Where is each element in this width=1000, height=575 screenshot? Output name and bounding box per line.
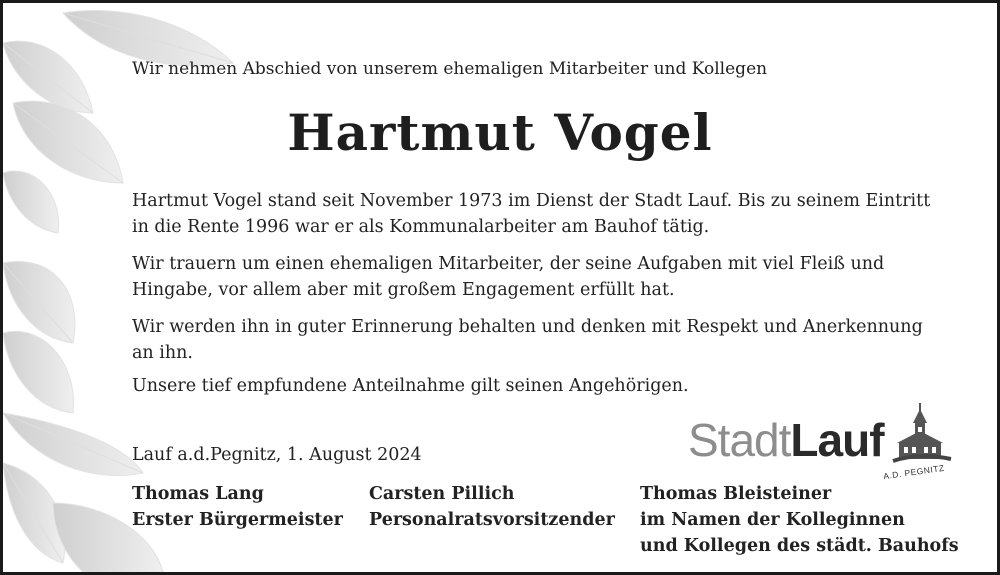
deceased-name: Hartmut Vogel (287, 103, 713, 162)
signatory-mayor (132, 481, 343, 533)
signatory-name: Thomas Bleisteiner (640, 484, 832, 504)
stadt-lauf-logo (683, 401, 958, 481)
signatory-name: Thomas Lang (132, 484, 264, 504)
signatory-title-cont: und Kollegen des städt. Bauhofs (640, 536, 959, 556)
intro-line: Wir nehmen Abschied von unserem ehemaligen Mitarbeiter und Kollegen (132, 59, 768, 79)
logo-subtitle: A.D. PEGNITZ (882, 462, 946, 482)
town-hall-icon (891, 401, 953, 471)
paragraph-remembrance: Wir werden ihn in guter Erinnerung behalten und denken mit Respekt und Anerkennung an ihn. (132, 317, 923, 363)
signatory-title: Personalratsvorsitzender (369, 510, 615, 530)
signatory-title: im Namen der Kolleginnen (640, 510, 905, 530)
signatory-name: Carsten Pillich (369, 484, 515, 504)
signatory-staff-council (369, 481, 615, 533)
paragraph-mourning: Wir trauern um einen ehemaligen Mitarbeiter, der seine Aufgaben mit viel Fleiß und Hingabe, vor allem aber mit großem Engagement erfüllt hat. (132, 254, 885, 300)
logo-wordmark: StadtLauf (688, 414, 884, 466)
place-date: Lauf a.d.Pegnitz, 1. August 2024 (132, 445, 422, 465)
paragraph-condolence: Unsere tief empfundene Anteilnahme gilt seinen Angehörigen. (132, 376, 689, 396)
signatory-title: Erster Bürgermeister (132, 510, 343, 530)
paragraph-service: Hartmut Vogel stand seit November 1973 im Dienst der Stadt Lauf. Bis zu seinem Eintritt in die Rente 1996 war er als Kommunalarbeiter am Bauhof tätig. (132, 191, 931, 237)
signatory-colleagues (640, 481, 959, 559)
